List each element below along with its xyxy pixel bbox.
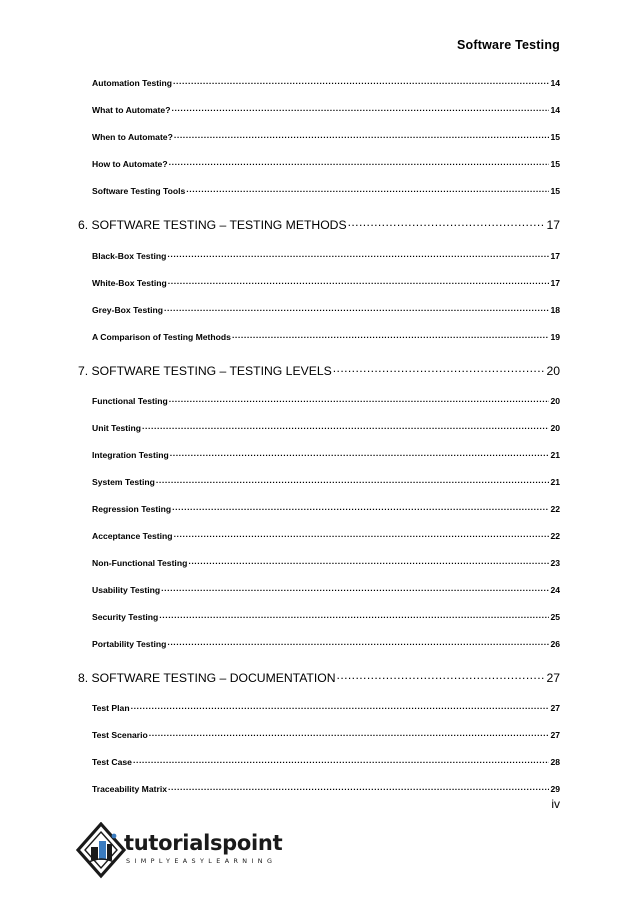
toc-entry-title: Non-Functional Testing <box>92 557 188 568</box>
toc-entry[interactable] <box>92 503 560 514</box>
dot-leader <box>173 77 549 86</box>
toc-entry-title: Unit Testing <box>92 422 142 433</box>
toc-entry[interactable] <box>92 277 560 288</box>
dot-leader <box>169 158 550 167</box>
tutorialspoint-logo <box>76 822 283 882</box>
toc-entry-title: 6. SOFTWARE TESTING – TESTING METHODS <box>78 218 347 233</box>
toc-entry-title: Integration Testing <box>92 449 169 460</box>
toc-entry[interactable] <box>92 611 560 622</box>
toc-entry[interactable] <box>92 702 560 713</box>
toc-entry-page: 20 <box>550 395 560 406</box>
toc-entry-title: When to Automate? <box>92 131 173 142</box>
toc-entry[interactable] <box>92 729 560 740</box>
toc-entry-page: 19 <box>550 331 560 342</box>
toc-entry-page: 17 <box>546 218 560 233</box>
toc-entry-page: 28 <box>550 756 560 767</box>
toc-entry[interactable] <box>92 250 560 261</box>
toc-entry-page: 24 <box>550 584 560 595</box>
toc-entry-page: 15 <box>550 158 560 169</box>
toc-entry-title: Test Plan <box>92 702 130 713</box>
toc-entry-page: 17 <box>550 277 560 288</box>
toc-entry-page: 18 <box>550 304 560 315</box>
dot-leader <box>142 422 549 431</box>
dot-leader <box>161 584 549 593</box>
toc-entry-page: 14 <box>550 104 560 115</box>
toc-chapter-entry[interactable] <box>78 363 560 378</box>
dot-leader <box>167 250 549 259</box>
toc-entry[interactable] <box>92 185 560 196</box>
toc-entry[interactable] <box>92 449 560 460</box>
toc-entry-page: 15 <box>550 185 560 196</box>
toc-entry-page: 17 <box>550 250 560 261</box>
toc-entry-title: Usability Testing <box>92 584 161 595</box>
toc-entry-page: 15 <box>550 131 560 142</box>
toc-entry[interactable] <box>92 131 560 142</box>
dot-leader <box>167 638 549 647</box>
toc-entry-title: A Comparison of Testing Methods <box>92 331 231 342</box>
dot-leader <box>168 783 549 792</box>
dot-leader <box>168 277 550 286</box>
toc-entry-page: 25 <box>550 611 560 622</box>
toc-entry[interactable] <box>92 783 560 794</box>
running-header-title: Software Testing <box>457 38 560 52</box>
toc-chapter-entry[interactable] <box>78 217 560 232</box>
toc-entry-page: 27 <box>550 702 560 713</box>
toc-entry-title: White-Box Testing <box>92 277 167 288</box>
toc-entry-page: 20 <box>550 422 560 433</box>
dot-leader <box>131 702 550 711</box>
toc-entry[interactable] <box>92 304 560 315</box>
toc-entry-page: 22 <box>550 503 560 514</box>
toc-entry-page: 20 <box>546 364 560 379</box>
toc-entry-page: 21 <box>550 449 560 460</box>
toc-entry[interactable] <box>92 756 560 767</box>
toc-entry[interactable] <box>92 395 560 406</box>
toc-entry-title: 7. SOFTWARE TESTING – TESTING LEVELS <box>78 364 332 379</box>
dot-leader <box>159 611 549 620</box>
toc-entry-title: Portability Testing <box>92 638 167 649</box>
toc-entry[interactable] <box>92 422 560 433</box>
toc-entry-title: Grey-Box Testing <box>92 304 163 315</box>
toc-entry-page: 21 <box>550 476 560 487</box>
toc-entry-title: System Testing <box>92 476 155 487</box>
toc-entry[interactable] <box>92 77 560 88</box>
logo-wordmark: tutorialspoint <box>124 831 283 855</box>
toc-entry-page: 26 <box>550 638 560 649</box>
dot-leader <box>171 104 549 113</box>
toc-entry[interactable] <box>92 584 560 595</box>
dot-leader <box>169 395 550 404</box>
dot-leader <box>333 363 546 375</box>
toc-entry-page: 29 <box>550 783 560 794</box>
dot-leader <box>337 670 546 682</box>
toc-entry-title: Security Testing <box>92 611 159 622</box>
dot-leader <box>174 131 550 140</box>
dot-leader <box>170 449 550 458</box>
toc-entry[interactable] <box>92 331 560 342</box>
toc-entry-page: 23 <box>550 557 560 568</box>
toc-entry[interactable] <box>92 104 560 115</box>
toc-entry-title: Acceptance Testing <box>92 530 173 541</box>
dot-leader <box>149 729 550 738</box>
toc-entry-title: Test Scenario <box>92 729 148 740</box>
toc-entry-title: What to Automate? <box>92 104 171 115</box>
dot-leader <box>133 756 549 765</box>
toc-entry-title: Software Testing Tools <box>92 185 186 196</box>
toc-entry-page: 14 <box>550 77 560 88</box>
toc-entry-title: Test Case <box>92 756 132 767</box>
toc-entry-title: How to Automate? <box>92 158 168 169</box>
toc-entry-title: Traceability Matrix <box>92 783 167 794</box>
dot-leader <box>172 503 549 512</box>
toc-entry-title: Black-Box Testing <box>92 250 167 261</box>
toc-entry[interactable] <box>92 476 560 487</box>
toc-entry-page: 27 <box>550 729 560 740</box>
logo-tagline: SIMPLYEASYLEARNING <box>126 857 277 865</box>
toc-entry-page: 27 <box>546 671 560 686</box>
page-number: iv <box>551 797 560 811</box>
dot-leader <box>186 185 549 194</box>
dot-leader <box>156 476 550 485</box>
toc-entry[interactable] <box>92 158 560 169</box>
dot-leader <box>348 217 546 229</box>
dot-leader <box>232 331 550 340</box>
dot-leader <box>164 304 549 313</box>
toc-entry-title: Functional Testing <box>92 395 168 406</box>
toc-entry-title: 8. SOFTWARE TESTING – DOCUMENTATION <box>78 671 336 686</box>
toc-entry[interactable] <box>92 530 560 541</box>
dot-leader <box>188 557 549 566</box>
toc-entry-title: Automation Testing <box>92 77 173 88</box>
toc-entry-title: Regression Testing <box>92 503 172 514</box>
toc-entry-page: 22 <box>550 530 560 541</box>
toc-entry[interactable] <box>92 638 560 649</box>
toc-entry[interactable] <box>92 557 560 568</box>
dot-leader <box>174 530 550 539</box>
toc-chapter-entry[interactable] <box>78 670 560 685</box>
